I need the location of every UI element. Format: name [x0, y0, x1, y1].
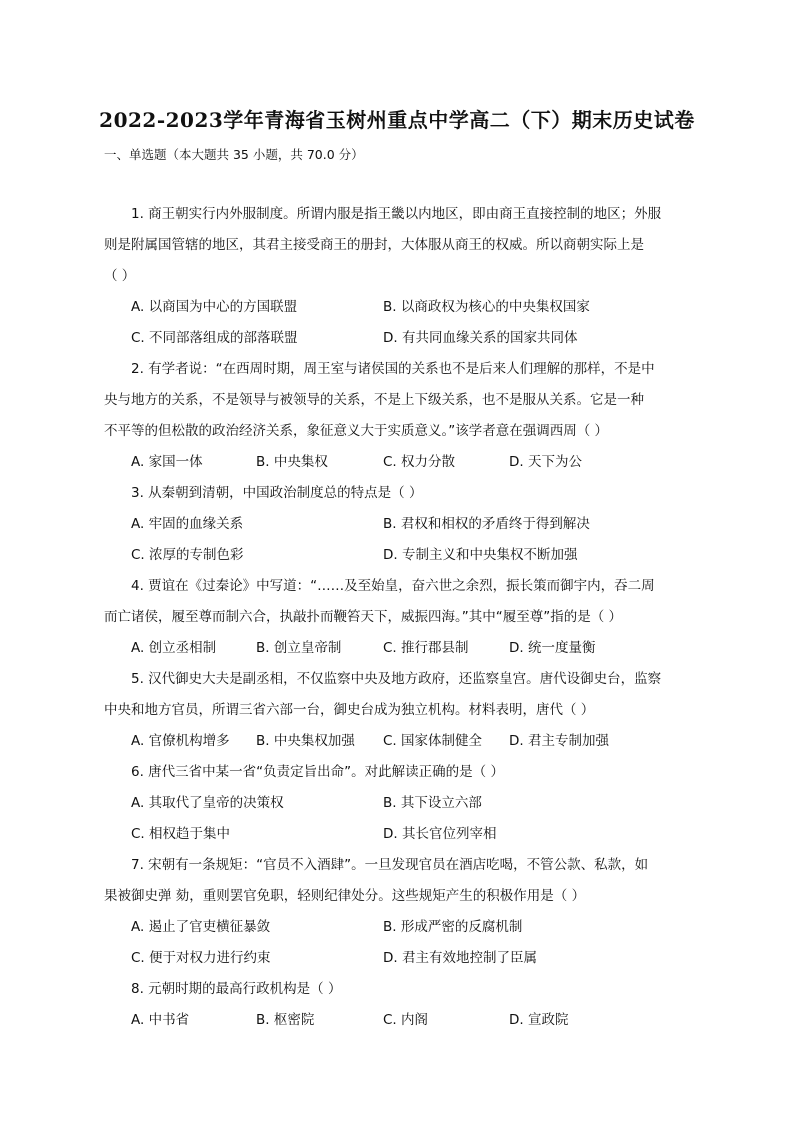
question-7-option-d[interactable]: D. 君主有效地控制了臣属 [383, 950, 537, 966]
question-5-option-c[interactable]: C. 国家体制健全 [383, 733, 483, 749]
question-6-option-b[interactable]: B. 其下设立六部 [383, 795, 482, 811]
question-4-option-c[interactable]: C. 推行郡县制 [383, 640, 469, 656]
question-8-option-b[interactable]: B. 枢密院 [256, 1012, 315, 1028]
question-1-option-d[interactable]: D. 有共同血缘关系的国家共同体 [383, 330, 578, 346]
question-1-option-a[interactable]: A. 以商国为中心的方国联盟 [131, 299, 298, 315]
question-2-option-c[interactable]: C. 权力分散 [383, 454, 456, 470]
question-2-line-1: 2. 有学者说：“在西周时期，周王室与诸侯国的关系也不是后来人们理解的那样，不是中 [131, 361, 655, 377]
question-6-line-1: 6. 唐代三省中某一省“负责定旨出命”。对此解读正确的是（ ） [131, 764, 504, 780]
question-2-line-3: 不平等的但松散的政治经济关系，象征意义大于实质意义。”该学者意在强调西周（ ） [104, 423, 609, 439]
question-5-option-a[interactable]: A. 官僚机构增多 [131, 733, 230, 749]
question-6-option-c[interactable]: C. 相权趋于集中 [131, 826, 231, 842]
question-7-line-1: 7. 宋朝有一条规矩：“官员不入酒肆”。一旦发现官员在酒店吃喝，不管公款、私款，如 [131, 857, 649, 873]
question-1-line-1: 1. 商王朝实行内外服制度。所谓内服是指王畿以内地区，即由商王直接控制的地区；外服 [131, 206, 662, 222]
section-heading: 一、单选题（本大题共 35 小题，共 70.0 分） [104, 147, 364, 162]
question-4-line-2: 而亡诸侯，履至尊而制六合，执敲扑而鞭笞天下，威振四海。”其中“履至尊”指的是（ ） [104, 609, 623, 625]
question-1-option-c[interactable]: C. 不同部落组成的部落联盟 [131, 330, 298, 346]
question-2-option-a[interactable]: A. 家国一体 [131, 454, 203, 470]
question-7-option-c[interactable]: C. 便于对权力进行约束 [131, 950, 271, 966]
question-5-option-d[interactable]: D. 君主专制加强 [509, 733, 609, 749]
question-4-option-b[interactable]: B. 创立皇帝制 [256, 640, 342, 656]
question-8-line-1: 8. 元朝时期的最高行政机构是（ ） [131, 981, 342, 997]
question-1-option-b[interactable]: B. 以商政权为核心的中央集权国家 [383, 299, 590, 315]
question-2-option-d[interactable]: D. 天下为公 [509, 454, 582, 470]
question-6-option-a[interactable]: A. 其取代了皇帝的决策权 [131, 795, 284, 811]
question-5-line-1: 5. 汉代御史大夫是副丞相，不仅监察中央及地方政府，还监察皇宫。唐代设御史台，监察 [131, 671, 662, 687]
question-7-option-b[interactable]: B. 形成严密的反腐机制 [383, 919, 523, 935]
question-4-option-a[interactable]: A. 创立丞相制 [131, 640, 217, 656]
question-3-option-a[interactable]: A. 牢固的血缘关系 [131, 516, 244, 532]
question-2-option-b[interactable]: B. 中央集权 [256, 454, 328, 470]
question-1-line-3: （ ） [104, 268, 136, 284]
question-3-option-c[interactable]: C. 浓厚的专制色彩 [131, 547, 244, 563]
question-4-line-1: 4. 贾谊在《过秦论》中写道：“……及至始皇，奋六世之余烈，振长策而御宇内，吞二周 [131, 578, 655, 594]
question-5-line-2: 中央和地方官员，所谓三省六部一台，御史台成为独立机构。材料表明，唐代（ ） [104, 702, 595, 718]
question-8-option-d[interactable]: D. 宣政院 [509, 1012, 569, 1028]
question-1-line-2: 则是附属国管辖的地区，其君主接受商王的册封，大体服从商王的权威。所以商朝实际上是 [104, 237, 644, 253]
question-8-option-c[interactable]: C. 内阁 [383, 1012, 429, 1028]
question-2-line-2: 央与地方的关系，不是领导与被领导的关系，不是上下级关系，也不是服从关系。它是一种 [104, 392, 644, 408]
question-6-option-d[interactable]: D. 其长官位列宰相 [383, 826, 497, 842]
question-4-option-d[interactable]: D. 统一度量衡 [509, 640, 596, 656]
question-3-option-b[interactable]: B. 君权和相权的矛盾终于得到解决 [383, 516, 590, 532]
question-7-option-a[interactable]: A. 遏止了官吏横征暴敛 [131, 919, 271, 935]
question-3-line-1: 3. 从秦朝到清朝，中国政治制度总的特点是（ ） [131, 485, 423, 501]
question-7-line-2: 果被御史弹 劾，重则罢官免职，轻则纪律处分。这些规矩产生的积极作用是（ ） [104, 888, 586, 904]
question-8-option-a[interactable]: A. 中书省 [131, 1012, 190, 1028]
question-5-option-b[interactable]: B. 中央集权加强 [256, 733, 355, 749]
exam-title: 2022-2023学年青海省玉树州重点中学高二（下）期末历史试卷 [99, 108, 695, 132]
question-3-option-d[interactable]: D. 专制主义和中央集权不断加强 [383, 547, 578, 563]
